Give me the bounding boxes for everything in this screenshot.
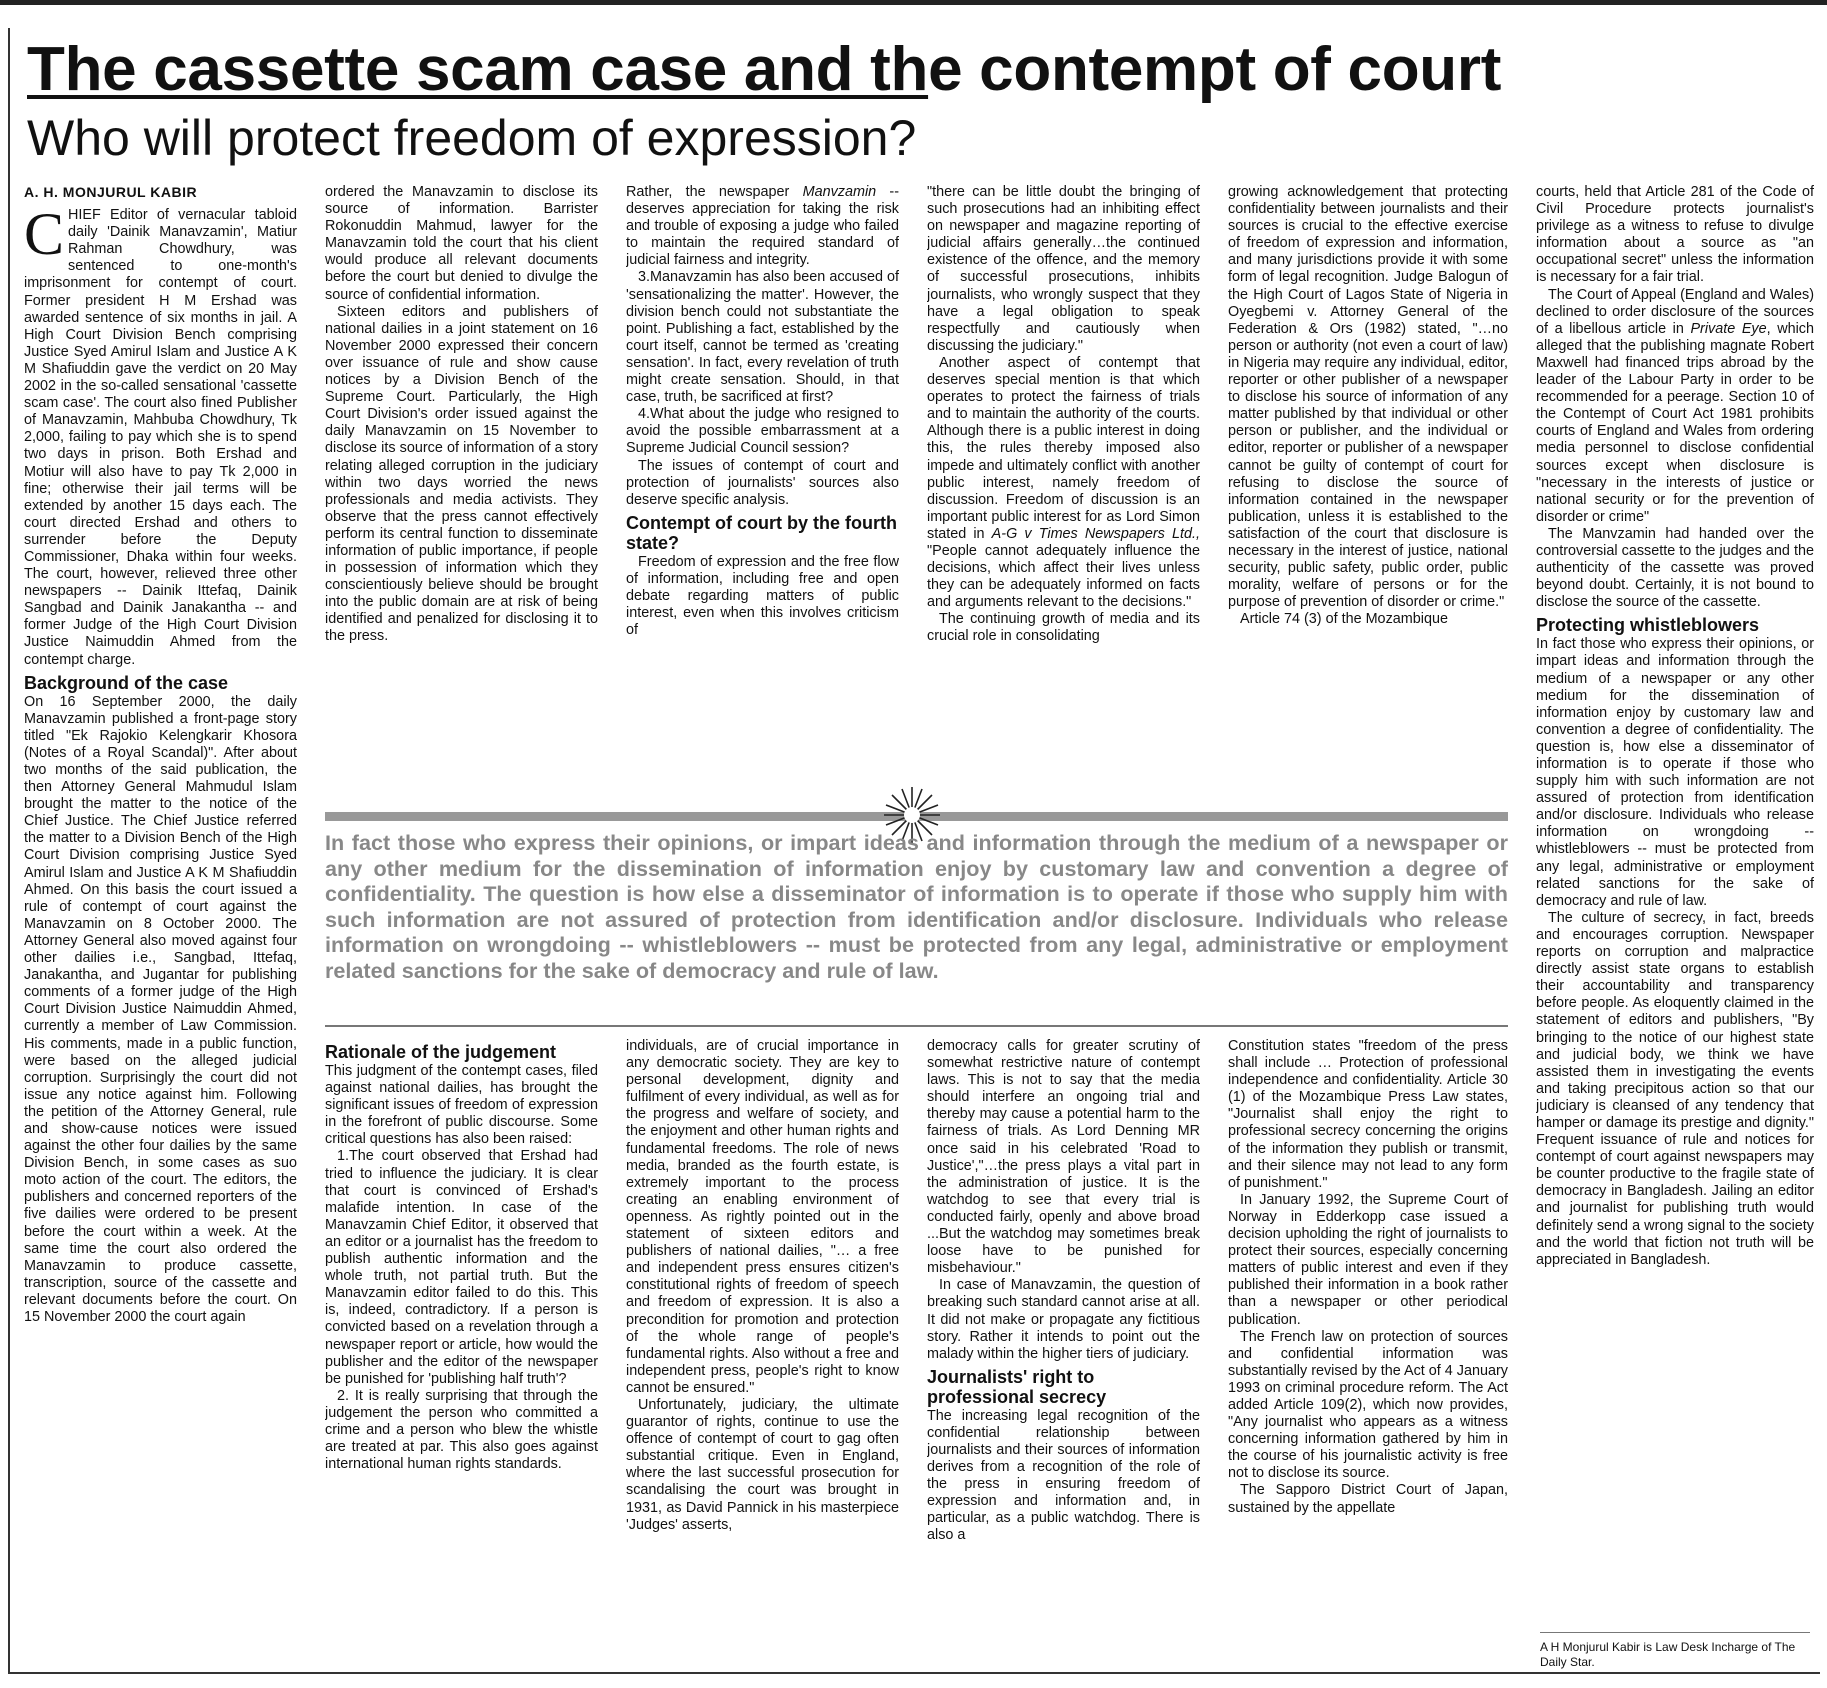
- paragraph: The Manvzamin had handed over the controversial cassette to the judges and the authenticity of the cassette was proved beyond doubt. Certainly, it is not bound to disclose the source of the cassette.: [1536, 525, 1814, 611]
- section-heading-whistleblowers: Protecting whistleblowers: [1536, 615, 1760, 636]
- column-3-top: [626, 184, 899, 796]
- paragraph: "there can be little doubt the bringing of such prosecutions had an inhibiting effect on newspaper and magazine reporting of judicial affairs generally…the continued existence of the offence, and the memory of successful prosecutions, inhibits journalists, who wrongly suspect that they have a legal obligation to speak respectfully and cautiously when discussing the judiciary.": [927, 184, 1200, 354]
- left-rule: [8, 28, 10, 1673]
- headline-rest: e contempt of court: [928, 35, 1502, 104]
- column-5-top: [1228, 184, 1508, 796]
- italic-text: Manvzamin: [802, 184, 877, 200]
- paragraph: In fact those who express their opinions, or impart ideas and information through the medium of a newspaper or any other medium for the dissemination of information enjoy by customary law and convention a degree of confidentiality. The question is, how else a disseminator of information is to operate if those who supply him with such information are not assured of protection from identification and/or disclosure. Individuals who release information on wrongdoing -- whistleblowers -- must be protected from any legal, administrative or employment related sanctions for the sake of democracy and rule of law.: [1536, 636, 1814, 909]
- paragraph: The increasing legal recognition of the confidential relationship between journalists and their sources of information derives from a recognition of the role of the press in ensuring freedom of expression and information and, in particular, as a public watchdog. There is also a: [927, 1407, 1200, 1544]
- byline: A. H. MONJURUL KABIR: [24, 184, 198, 200]
- column-4-bottom: [927, 1038, 1200, 1672]
- subheadline: Who will protect freedom of expression?: [27, 110, 917, 166]
- paragraph: [1536, 287, 1814, 526]
- paragraph: ordered the Manavzamin to disclose its source of information. Barrister Rokonuddin Mahmud, lawyer for the Manavzamin told the court that his client would produce all relevant documents before the court but denied to divulge the source of confidential information.: [325, 184, 598, 303]
- italic-text: Private Eye: [1690, 320, 1767, 337]
- column-2-bottom: [325, 1038, 598, 1672]
- column-1: [24, 184, 297, 1672]
- paragraph: courts, held that Article 281 of the Code of Civil Procedure protects journalist's privilege as a witness to refuse to divulge information about a source as "an occupational secret" unless the information is necessary for a fair trial.: [1536, 184, 1814, 286]
- paragraph: Unfortunately, judiciary, the ultimate guarantor of rights, continue to use the offence of contempt of court to gag often substantial critique. Even in England, where the last successful prosecution for scandalising the court was brought in 1931, as David Pannick in his masterpiece 'Judges' asserts,: [626, 1396, 899, 1533]
- lead-paragraph: [24, 201, 297, 669]
- column-4-top: [927, 184, 1200, 796]
- column-6: [1536, 184, 1814, 1624]
- paragraph: The Sapporo District Court of Japan, sustained by the appellate: [1228, 1482, 1508, 1516]
- paragraph: The issues of contempt of court and protection of journalists' sources also deserve specific analysis.: [626, 457, 899, 508]
- paragraph: On 16 September 2000, the daily Manavzamin published a front-page story titled "Ek Rajokio Kelengkarir Khosora (Notes of a Royal Scandal)". After about two months of the said publication, the then Attorney General Mahmudul Islam brought the matter to the notice of the Chief Justice. The Chief Justice referred the matter to a Division Bench of the High Court Division comprising Justice Syed Amirul Islam and Justice A K M Shafiuddin Ahmed. On this basis the court issued a rule of contempt of court against the Manavzamin on 8 October 2000. The Attorney General also moved against four other dailies i.e., Sangbad, Ittefaq, Janakantha, and Jugantar for publishing comments of a former judge of the High Court Division Justice Naimuddin Ahmed, currently a member of Law Commission. His comments, made in a public function, were based on the alleged judicial corruption. Surprisingly the court did not issue any notice against him. Following the petition of the Attorney General, rule and show-cause notices were issued against the other four dailies by the same Division Bench, in some cases as suo moto action of the court. The editors, the publishers and concerned reporters of the five dailies were ordered to be present before the court within a week. At the same time the court also ordered the Manavzamin to produce cassette, transcription, source of the cassette and relevant documents before the court. On 15 November 2000 the court again: [24, 693, 297, 1325]
- paragraph: Constitution states "freedom of the press shall include … Protection of professional independence and confidentiality. Article 30 (1) of the Mozambique Press Law states, "Journalist shall enjoy the right to professional secrecy concerning the origins of the information they publish or transmit, and their silence may not lead to any form of punishment.": [1228, 1038, 1508, 1191]
- section-heading-secrecy: Journalists' right to professional secrecy: [927, 1366, 1107, 1407]
- paragraph: 1.The court observed that Ershad had tried to influence the judiciary. It is clear that court is convinced of Ershad's malafide intention. In case of the Manavzamin Chief Editor, it observed that an editor or a journalist has the freedom to publish authentic information and the whole truth, not partial truth. But the Manavzamin editor failed to do this. This is, indeed, contradictory. If a person is convicted based on a revelation through a newspaper report or article, how would the publisher and the editor of the newspaper be punished for 'publishing half truth'?: [325, 1148, 598, 1387]
- headline-underlined-part: The cassette scam case and th: [27, 35, 929, 104]
- text: -- deserves appreciation for taking the risk and trouble of exposing a judge who failed to maintain the required standard of judicial fairness and integrity.: [626, 184, 899, 269]
- paragraph: 4.What about the judge who resigned to avoid the possible embarrassment at a Supreme Judicial Council session?: [626, 406, 899, 457]
- paragraph: [927, 355, 1200, 611]
- section-divider: [325, 1025, 1508, 1027]
- lead-paragraph-text: HIEF Editor of vernacular tabloid daily 'Dainik Manavzamin', Matiur Rahman Chowdhury, was sentenced to one-month's imprisonment for contempt of court. Former president H M Ershad was awarded sentence of six months in jail. A High Court Division Bench comprising Justice Syed Amirul Islam and Justice A K M Shafiuddin gave the verdict on 20 May 2002 in the so-called sensational 'cassette scam case'. The court also fined Publisher of Manavzamin, Mahbuba Chowdhury, Tk 2,000, failing to pay which she is to spend two days in prison. Both Ershad and Motiur will also have to pay Tk 2,000 in fine; otherwise their jail terms will be extended by another 15 days each. The court directed Ershad and others to surrender before the Deputy Commissioner, Dhaka within four weeks. The court, however, relieved three other newspapers -- Dainik Ittefaq, Dainik Sangbad and Dainik Janakantha -- and former Judge of the High Court Division Justice Naimuddin Ahmed from the contempt charge.: [24, 207, 297, 668]
- paragraph: growing acknowledgement that protecting confidentiality between journalists and their sources is crucial to the effective exercise of freedom of expression and information, and many jurisdictions provide it with some form of legal recognition. Judge Balogun of the High Court of Lagos State of Nigeria in Oyegbemi v. Attorney General of the Federation & Ors (1982) stated, "…no person or authority (not even a court of law) in Nigeria may require any individual, editor, reporter or other publisher of a newspaper to disclose his source of information of any matter published by that individual or other person or publisher, and the individual or editor, reporter or publisher of a newspaper cannot be guilty of contempt of court for refusing to disclose the source of information contained in the newspaper publication, unless it is established to the satisfaction of the court that disclosure is necessary in the interest of justice, national security, public safety, public order, public morality, welfare of persons or for the purpose of prevention of disorder or crime.": [1228, 184, 1508, 611]
- top-rule: [0, 0, 1827, 5]
- paragraph: In case of Manavzamin, the question of breaking such standard cannot arise at all. It did not make or propagate any fictitious story. Rather it intends to point out the malady within the higher tiers of judiciary.: [927, 1277, 1200, 1362]
- paragraph: democracy calls for greater scrutiny of somewhat restrictive nature of contempt laws. This is not to say that the media should interfere an ongoing trial and thereby may cause a potential harm to the fairness of trials. As Lord Denning MR once said in his celebrated 'Road to Justice',"…the press plays a vital part in the administration of justice. It is the watchdog to see that every trial is conducted fairly, openly and above broad ...But the watchdog may sometimes break loose have to be punished for misbehaviour.": [927, 1038, 1200, 1277]
- paragraph: individuals, are of crucial importance in any democratic society. They are key to personal development, dignity and fulfilment of every individual, as well as for the progress and welfare of society, and the enjoyment and other human rights and fundamental freedoms. The role of news media, branded as the fourth estate, is extremely important to the process creating an enabling environment of openness. As rightly pointed out in the statement of sixteen editors and publishers of national dailies, "… a free and independent press ensures citizen's constitutional rights of freedom of speech and freedom of expression. It is also a precondition for promotion and protection of the whole range of people's fundamental rights. Also without a free and independent press, people's right to know cannot be ensured.": [626, 1038, 899, 1396]
- bio-rule: [1540, 1632, 1810, 1633]
- bottom-rule: [8, 1672, 1820, 1674]
- text: The Court of Appeal (England and Wales) declined to order disclosure of the sources of a libellous article in: [1536, 286, 1814, 337]
- headline: [27, 34, 1501, 106]
- section-heading-background: Background of the case: [24, 672, 229, 693]
- text: "People cannot adequately influence the decisions, which affect their lives unless they can be adequately informed on facts and arguments relevant to the decisions.": [927, 542, 1200, 611]
- section-heading-contempt: Contempt of court by the fourth state?: [626, 512, 897, 553]
- text: , which alleged that the publishing magnate Robert Maxwell had financed trips abroad by the leader of the Labour Party in order to be recommended for a peerage. Section 10 of the Contempt of Court Act 1981 prohibits courts of England and Wales from ordering media personnel to disclose confidential sources except when disclosure is "necessary in the interests of justice or national security or for the prevention of disorder or crime": [1536, 320, 1814, 525]
- text: Another aspect of contempt that deserves special mention is that which operates to protect the fairness of trials and to maintain the authority of the courts. Although there is a public interest in doing this, the rules thereby imposed also impede and ultimately conflict with another public interest, namely freedom of discussion. Freedom of discussion is an important public interest for as Lord Simon stated in: [927, 354, 1200, 542]
- paragraph: Sixteen editors and publishers of national dailies in a joint statement on 16 November 2000 expressed their concern over issuance of rule and show cause notices by a Division Bench of the Supreme Court. Particularly, the High Court Division's order issued against the daily Manavzamin on 15 November to disclose its source of information of a story relating alleged corruption in the judiciary within two days worried the news professionals and media activists. They observe that the press cannot effectively perform its central function to disseminate information of public importance, if people in possession of information which they conscientiously believe should be brought into the public domain are at risk of being identified and penalized for disclosing it to the press.: [325, 303, 598, 645]
- author-bio: A H Monjurul Kabir is Law Desk Incharge of The Daily Star.: [1540, 1640, 1796, 1669]
- paragraph: The culture of secrecy, in fact, breeds and encourages corruption. Newspaper reports on corruption and malpractice directly assist state organs to establish their accountability and transparency before people. As eloquently claimed in the statement of editors and publishers, "By bringing to the notice of our highest state and judicial body, we think we have assisted them in investigating the events and taking precipitous action so that our judiciary is cleansed of any tendency that hamper or damage its prestige and dignity." Frequent issuance of rule and notices for contempt of court against newspapers may be counter productive to the fragile state of democracy in Bangladesh. Jailing an editor and journalist for publishing truth would definitely send a wrong signal to the society and the world that fiction not truth will be appreciated in Bangladesh.: [1536, 909, 1814, 1268]
- pullquote: In fact those who express their opinions, or impart ideas and information through the medium of a newspaper or any other medium for the dissemination of information enjoy by customary law and convention a degree of confidentiality. The question is how else a disseminator of information is to operate if those who supply him with such information are not assured of protection from identification and/or disclosure. Individuals who release information on wrongdoing -- whistleblowers -- must be protected from any legal, administrative or employment related sanctions for the sake of democracy and rule of law.: [325, 830, 1508, 983]
- italic-text: A-G v Times Newspapers Ltd.,: [991, 525, 1200, 542]
- section-heading-rationale: Rationale of the judgement: [325, 1042, 557, 1062]
- column-3-bottom: [626, 1038, 899, 1672]
- paragraph: The French law on protection of sources and confidential information was substantially revised by the Act of 4 January 1993 on criminal procedure reform. The Act added Article 109(2), which now provides, "Any journalist who appears as a witness concerning information gathered by him in the course of his journalistic activity is free not to disclose its source.: [1228, 1328, 1508, 1482]
- column-5-bottom: [1228, 1038, 1508, 1672]
- paragraph: This judgment of the contempt cases, filed against national dailies, has brought the significant issues of freedom of expression in the forefront of public discourse. Some critical questions has also been raised:: [325, 1063, 598, 1148]
- column-2-top: [325, 184, 598, 796]
- text: Rather, the newspaper: [626, 184, 803, 200]
- paragraph: In January 1992, the Supreme Court of Norway in Edderkopp case issued a decision upholding the right of journalists to protect their sources, especially concerning matters of public interest and even if they published their information in a book rather than a newspaper or other periodical publication.: [1228, 1191, 1508, 1328]
- dropcap: C: [24, 201, 65, 268]
- paragraph: Freedom of expression and the free flow of information, including free and open debate regarding matters of public interest, even when this involves criticism of: [626, 553, 899, 639]
- paragraph: 3.Manavzamin has also been accused of 'sensationalizing the matter'. However, the division bench could not substantiate the point. Publishing a fact, established by the court itself, cannot be termed as 'creating sensation'. In fact, every revelation of truth might create sensation. Should, in that case, truth, be sacrificed at first?: [626, 269, 899, 406]
- paragraph: 2. It is really surprising that through the judgement the person who committed a crime and a person who blew the whistle are treated at par. This also goes against international human rights standards.: [325, 1387, 598, 1473]
- paragraph: The continuing growth of media and its crucial role in consolidating: [927, 611, 1200, 645]
- paragraph: Article 74 (3) of the Mozambique: [1240, 611, 1448, 628]
- paragraph: [626, 184, 899, 269]
